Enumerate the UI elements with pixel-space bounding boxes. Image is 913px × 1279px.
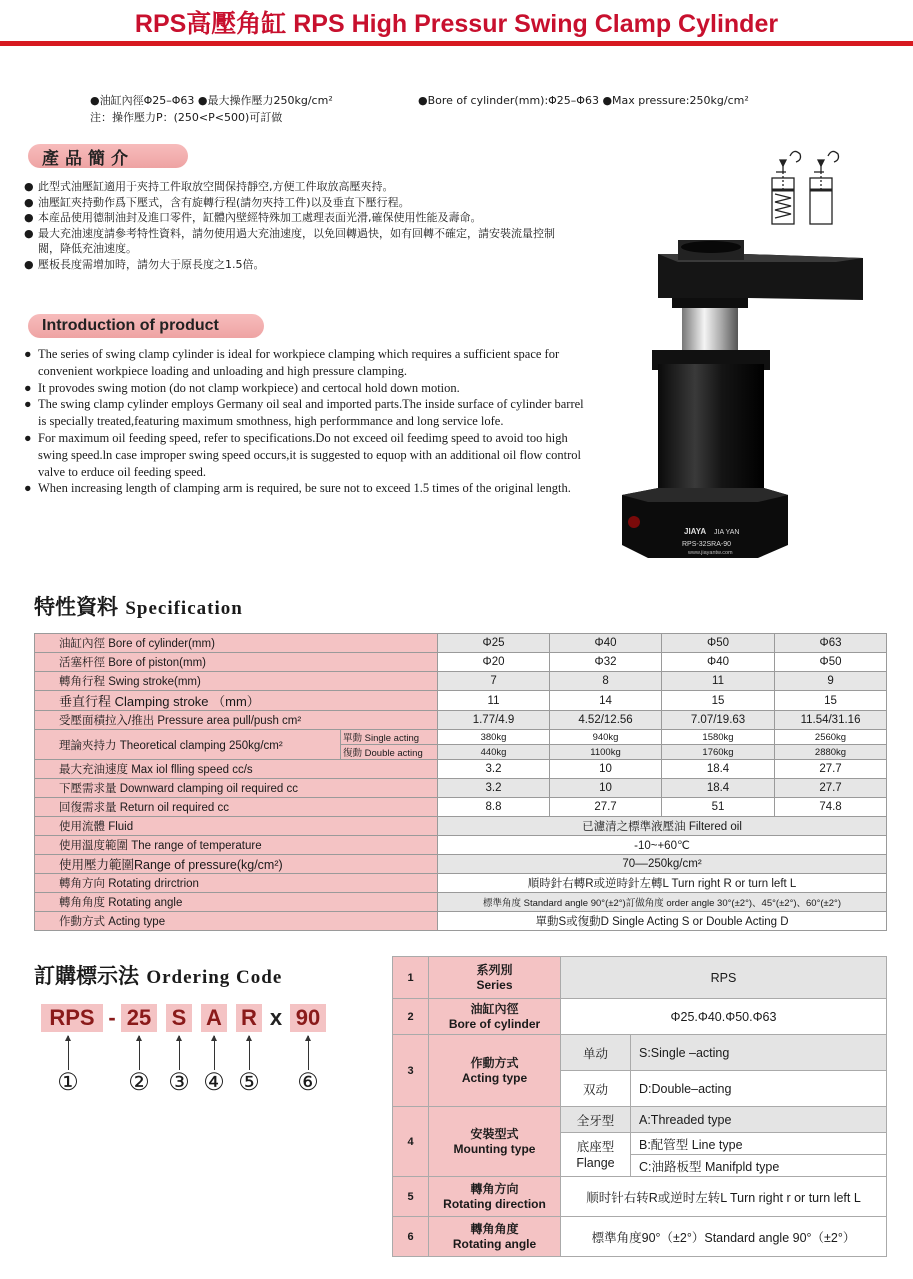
spec-cell: 標準角度 Standard angle 90°(±2°)訂做角度 order angle 30°(±2°)、45°(±2°)、60°(±2°): [438, 893, 887, 912]
spec-label: 垂直行程 Clamping stroke （mm）: [35, 691, 438, 711]
table-row: [393, 1035, 887, 1071]
code-number: ④: [203, 1068, 225, 1096]
spec-cell: 51: [662, 798, 775, 817]
order-option-cn: 底座型: [576, 1139, 615, 1154]
list-item: ● 壓板長度需增加時，請勿大于原長度之1.5倍。: [24, 257, 564, 273]
table-row: [393, 1217, 887, 1257]
order-value: 標準角度90°（±2°）Standard angle 90°（±2°）: [561, 1217, 887, 1257]
table-row: [35, 730, 887, 745]
spec-cell: 27.7: [775, 779, 887, 798]
spec-heading: [34, 591, 243, 621]
table-row: [35, 817, 887, 836]
table-row: [393, 999, 887, 1035]
table-row: [393, 1107, 887, 1133]
order-name-cn: 系列別: [476, 962, 513, 977]
order-no: 5: [393, 1177, 429, 1217]
spec-table: [34, 633, 887, 931]
spec-cell: Φ40: [662, 653, 775, 672]
spec-cell: 440kg: [438, 745, 550, 760]
spec-cell: 8.8: [438, 798, 550, 817]
list-item: ● It provodes swing motion (do not clamp workpiece) and certocal hold down motion.: [24, 380, 584, 397]
order-name-cn: 作動方式: [470, 1055, 519, 1070]
spec-cell: Φ32: [550, 653, 662, 672]
list-item: ● For maximum oil feeding speed, refer to specifications.Do not exceed oil feedimg speed to avoid too high swing speed.ln case improper swing speed occurs,it is suggested to equop with an additional oil flow control valve to erduce oil feeding speed.: [24, 430, 584, 480]
spec-cell: 11: [438, 691, 550, 711]
spec-cell: 11: [662, 672, 775, 691]
intro-cn-list: [24, 179, 564, 272]
order-name-cn: 轉角角度: [470, 1221, 519, 1236]
table-row: [35, 691, 887, 711]
order-option-value: B:配管型 Line type: [631, 1133, 887, 1155]
code-acting: S: [166, 1004, 192, 1032]
code-mounting: A: [201, 1004, 227, 1032]
order-name-en: Rotating angle: [452, 1236, 537, 1251]
spec-label: 轉角行程 Swing stroke(mm): [35, 672, 438, 691]
specs-en: ●Bore of cylinder(mm):Φ25–Φ63 ●Max pressure:250kg/cm²: [418, 94, 749, 107]
order-name-cn: 安裝型式: [470, 1126, 519, 1141]
intro-en-heading: Introduction of product: [28, 314, 264, 338]
code-series: RPS: [41, 1004, 103, 1032]
order-option-value: C:油路板型 Manifpld type: [631, 1155, 887, 1177]
list-item: ● The swing clamp cylinder employs Germany oil seal and imported parts.The inside surface of cylinder barrel is specially treated,featuring maximum smothness, high performmance and long service lofe.: [24, 396, 584, 430]
order-no: 3: [393, 1035, 429, 1107]
spec-cell: 1100kg: [550, 745, 662, 760]
order-no: 2: [393, 999, 429, 1035]
ordering-heading-en: Ordering Code: [146, 967, 283, 988]
ordering-table: [392, 956, 887, 1257]
spec-cell: 2880kg: [775, 745, 887, 760]
spec-heading-en: Specification: [125, 598, 243, 619]
spec-sub-label: 單動 Single acting: [341, 730, 438, 745]
order-name: [429, 957, 561, 999]
list-item: ● The series of swing clamp cylinder is ideal for workpiece clamping which requires a sufficient space for convenient workpiece loading and unloading and high pressure clamping.: [24, 346, 584, 380]
spec-cell: 27.7: [550, 798, 662, 817]
spec-cell: Φ63: [775, 634, 887, 653]
order-option-label: 单动: [561, 1035, 631, 1071]
spec-label: 活塞杆徑 Bore of piston(mm): [35, 653, 438, 672]
order-name: [429, 999, 561, 1035]
order-name-en: Series: [476, 977, 513, 992]
spec-cell: 74.8: [775, 798, 887, 817]
table-row: [393, 1177, 887, 1217]
order-name-en: Rotating direction: [443, 1196, 546, 1211]
arrow-icon: [214, 1036, 215, 1070]
spec-cell: 3.2: [438, 760, 550, 779]
spec-cell: 1760kg: [662, 745, 775, 760]
order-name: [429, 1107, 561, 1177]
spec-cell: 單動S或復動D Single Acting S or Double Acting D: [438, 912, 887, 931]
spec-cell: Φ25: [438, 634, 550, 653]
spec-cell: 27.7: [775, 760, 887, 779]
spec-heading-cn: 特性資料: [34, 594, 118, 619]
order-name: [429, 1217, 561, 1257]
order-no: 1: [393, 957, 429, 999]
product-brand: JIAYA: [684, 527, 707, 536]
spec-label: 油缸內徑 Bore of cylinder(mm): [35, 634, 438, 653]
order-option-label: 双动: [561, 1071, 631, 1107]
order-option-value: A:Threaded type: [631, 1107, 887, 1133]
code-angle: 90: [290, 1004, 326, 1032]
code-dash: -: [108, 1005, 116, 1030]
spec-cell: -10~+60℃: [438, 836, 887, 855]
order-option-value: D:Double–acting: [631, 1071, 887, 1107]
table-row: [35, 893, 887, 912]
product-website: www.jiayantw.com: [688, 550, 733, 556]
spec-cell: 順時針右轉R或逆時針左轉L Turn right R or turn left L: [438, 874, 887, 893]
arrow-icon: [249, 1036, 250, 1070]
spec-cell: 70––250kg/cm²: [438, 855, 887, 874]
table-row: [35, 836, 887, 855]
spec-cell: 1580kg: [662, 730, 775, 745]
code-direction: R: [236, 1004, 262, 1032]
order-option-label: 全牙型: [561, 1107, 631, 1133]
order-value: RPS: [561, 957, 887, 999]
list-item: ● 最大充油速度請參考特性資料，請勿使用過大充油速度，以免回轉過快，如有回轉不確定，請安裝流量控制閥，降低充油速度。: [24, 226, 564, 257]
table-row: [393, 957, 887, 999]
spec-sub-label: 復動 Double acting: [341, 745, 438, 760]
spec-cell: 2560kg: [775, 730, 887, 745]
spec-label: 下壓需求量 Downward clamping oil required cc: [35, 779, 438, 798]
spec-cell: 8: [550, 672, 662, 691]
spec-cell: 380kg: [438, 730, 550, 745]
spec-cell: 14: [550, 691, 662, 711]
spec-label: 使用壓力範圍Range of pressure(kg/cm²): [35, 855, 438, 874]
intro-cn-heading: 產品簡介: [28, 144, 188, 168]
table-row: [35, 653, 887, 672]
code-number: ⑤: [238, 1068, 260, 1096]
spec-cell: 11.54/31.16: [775, 711, 887, 730]
ordering-heading-cn: 訂購標示法: [34, 963, 139, 988]
spec-label: 轉角角度 Rotating angle: [35, 893, 438, 912]
spec-cell: 已濾清之標準液壓油 Filtered oil: [438, 817, 887, 836]
spec-cell: 10: [550, 760, 662, 779]
specs-cn-line1: ●油缸內徑Φ25–Φ63 ●最大操作壓力250kg/cm²: [90, 94, 333, 107]
order-name-en: Bore of cylinder: [448, 1016, 541, 1031]
code-number: ②: [128, 1068, 150, 1096]
product-model: RPS-32SRA-90: [682, 541, 732, 548]
list-item: ● 此型式油壓缸適用于夾持工件取放空間保持靜空,方便工件取放高壓夾持。: [24, 179, 564, 195]
order-no: 6: [393, 1217, 429, 1257]
spec-cell: 940kg: [550, 730, 662, 745]
arrow-icon: [139, 1036, 140, 1070]
code-number: ⑥: [297, 1068, 319, 1096]
spec-label: 回復需求量 Return oil required cc: [35, 798, 438, 817]
spec-cell: 1.77/4.9: [438, 711, 550, 730]
spec-cell: 4.52/12.56: [550, 711, 662, 730]
table-row: [35, 855, 887, 874]
order-name-en: Mounting type: [453, 1141, 536, 1156]
spec-cell: 15: [775, 691, 887, 711]
spec-cell: 15: [662, 691, 775, 711]
table-row: [35, 672, 887, 691]
order-name-en: Acting type: [461, 1070, 528, 1085]
spec-cell: 7.07/19.63: [662, 711, 775, 730]
intro-en-list: [24, 346, 584, 497]
spec-cell: 18.4: [662, 760, 775, 779]
spec-label: 最大充油速度 Max iol flling speed cc/s: [35, 760, 438, 779]
spec-cell: 18.4: [662, 779, 775, 798]
spec-label: 使用溫度範圍 The range of temperature: [35, 836, 438, 855]
spec-cell: Φ50: [662, 634, 775, 653]
spec-label: 轉角方向 Rotating drirctrion: [35, 874, 438, 893]
code-x: x: [269, 1005, 283, 1030]
spec-cell: Φ50: [775, 653, 887, 672]
specs-cn: [90, 92, 333, 126]
order-value: 顺时针右转R或逆时左转L Turn right r or turn left L: [561, 1177, 887, 1217]
order-name: [429, 1177, 561, 1217]
order-name-cn: 油缸內徑: [470, 1001, 519, 1016]
order-name-cn: 轉角方向: [470, 1181, 519, 1196]
code-number: ③: [168, 1068, 190, 1096]
arrow-icon: [68, 1036, 69, 1070]
code-number: ①: [57, 1068, 79, 1096]
list-item: ● 油壓缸夾持動作爲下壓式，含有旋轉行程(請勿夾持工件)以及垂直下壓行程。: [24, 195, 564, 211]
spec-cell: 7: [438, 672, 550, 691]
spec-label: 使用流體 Fluid: [35, 817, 438, 836]
table-row: [35, 760, 887, 779]
swing-clamp-cylinder-image: [618, 240, 868, 570]
order-value: Φ25.Φ40.Φ50.Φ63: [561, 999, 887, 1035]
specs-cn-line2: 注：操作壓力P：(250<P<500)可訂做: [90, 111, 283, 124]
order-name: [429, 1035, 561, 1107]
table-row: [35, 874, 887, 893]
table-row: [35, 711, 887, 730]
list-item: ● When increasing length of clamping arm is required, be sure not to exceed 1.5 times of the original length.: [24, 480, 584, 497]
spec-label: 受壓面積拉入/推出 Pressure area pull/push cm²: [35, 711, 438, 730]
arrow-icon: [179, 1036, 180, 1070]
arrow-icon: [308, 1036, 309, 1070]
spec-cell: Φ20: [438, 653, 550, 672]
page-title: RPS高壓角缸 RPS High Pressur Swing Clamp Cylinder: [134, 10, 779, 38]
order-option-label: [561, 1133, 631, 1177]
code-bore: 25: [121, 1004, 157, 1032]
table-row: [35, 798, 887, 817]
ordering-heading: [34, 960, 282, 990]
table-row: [35, 634, 887, 653]
table-row: [35, 779, 887, 798]
spec-label: 理論夾持力 Theoretical clamping 250kg/cm²: [35, 730, 341, 760]
title-divider: [0, 41, 913, 46]
spec-label: 作動方式 Acting type: [35, 912, 438, 931]
table-row: [35, 912, 887, 931]
list-item: ● 本産品使用德制油封及進口零件，缸體內壁經特殊加工處理表面光滑,確保使用性能及壽命。: [24, 210, 564, 226]
product-brand-cn: JIA YAN: [714, 529, 740, 536]
order-option-en: Flange: [576, 1155, 615, 1170]
spec-cell: Φ40: [550, 634, 662, 653]
spec-cell: 3.2: [438, 779, 550, 798]
spec-cell: 9: [775, 672, 887, 691]
order-no: 4: [393, 1107, 429, 1177]
hydraulic-symbol-icon: [766, 142, 846, 232]
order-option-value: S:Single –acting: [631, 1035, 887, 1071]
spec-cell: 10: [550, 779, 662, 798]
